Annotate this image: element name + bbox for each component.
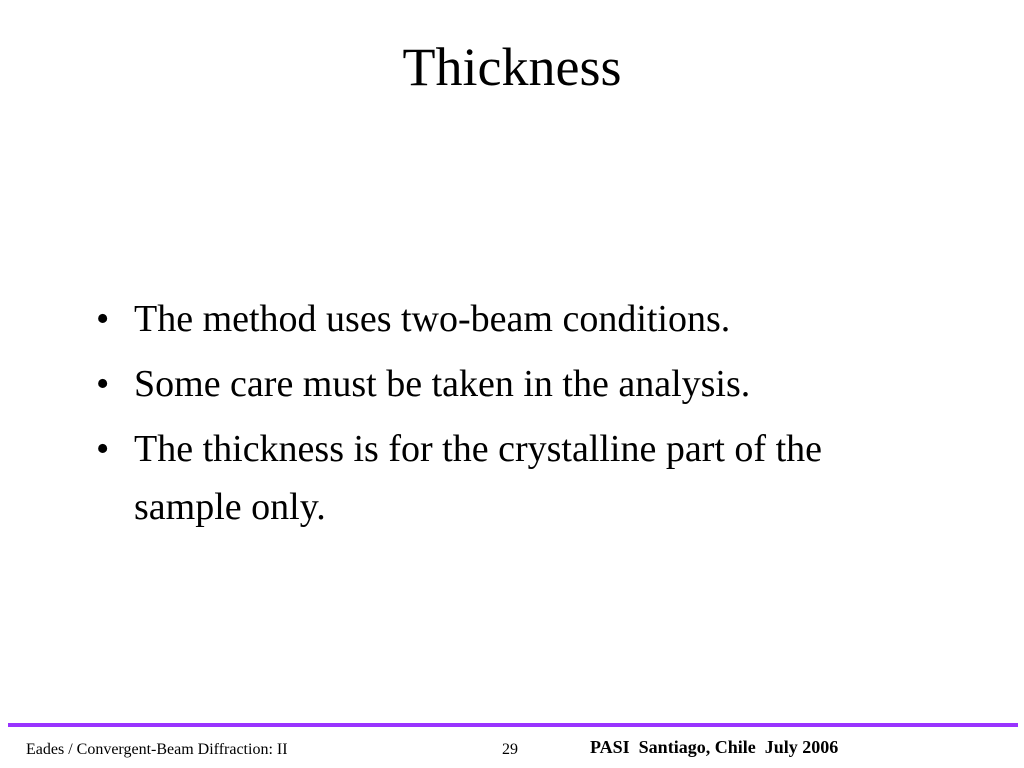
footer-course-title: Eades / Convergent-Beam Diffraction: II xyxy=(26,741,288,758)
bullet-text: The thickness is for the crystalline part of the sample only. xyxy=(134,428,823,528)
bullet-text: Some care must be taken in the analysis. xyxy=(134,363,751,405)
bullet-marker: • xyxy=(96,298,110,340)
footer-event: PASI Santiago, Chile July 2006 xyxy=(590,737,839,757)
bullet-list xyxy=(96,290,936,543)
bullet-marker: • xyxy=(96,363,110,405)
footer-divider xyxy=(8,723,1018,727)
bullet-item xyxy=(96,355,936,413)
bullet-item xyxy=(96,420,936,536)
bullet-item xyxy=(96,290,936,348)
page-number: 29 xyxy=(502,741,518,758)
bullet-text: The method uses two-beam conditions. xyxy=(134,298,731,340)
slide-title: Thickness xyxy=(402,37,622,97)
bullet-marker: • xyxy=(96,428,110,470)
